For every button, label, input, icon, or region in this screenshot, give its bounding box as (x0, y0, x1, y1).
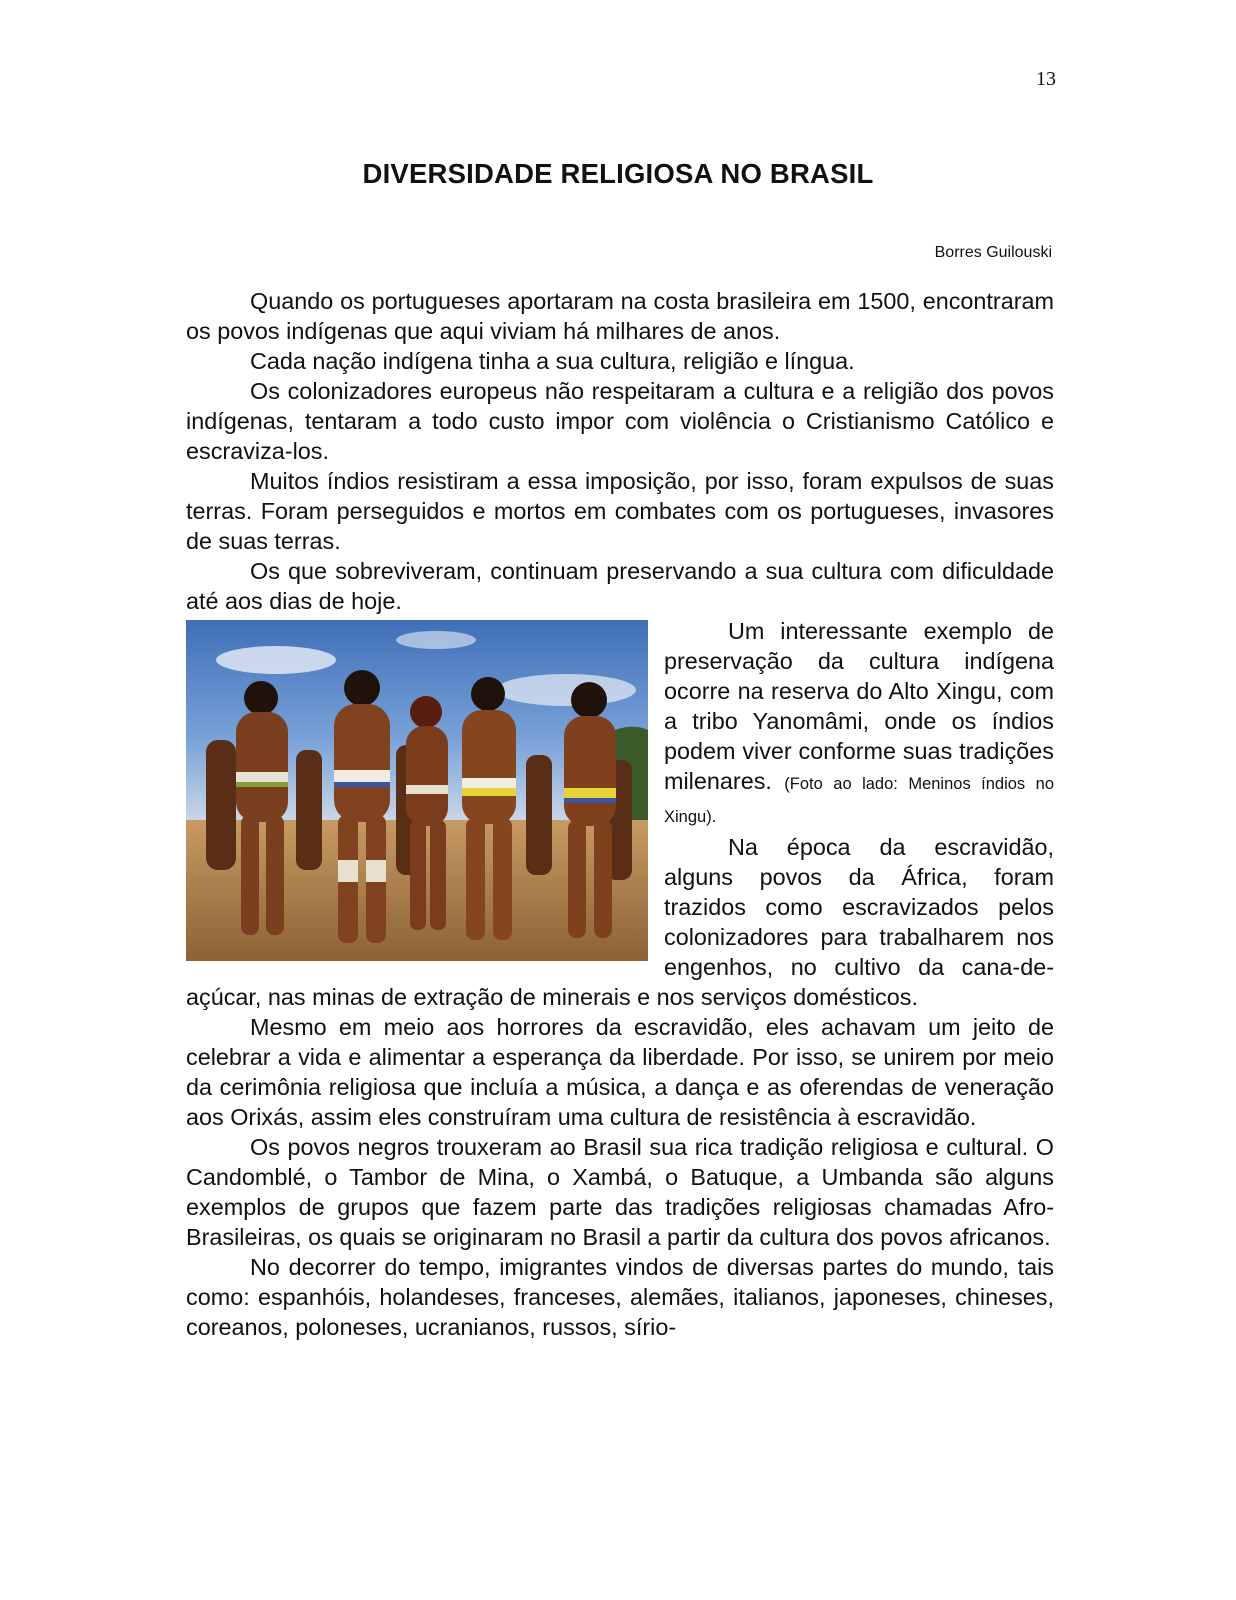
paragraph: Os povos negros trouxeram ao Brasil sua rica tradição religiosa e cultural. O Candomblé, o Tambor de Mina, o Xambá, o Batuque, a Umbanda são alguns exemplos de grupos que fazem parte das tradições religiosas chamadas Afro-Brasileiras, os quais se originaram no Brasil a partir da cultura dos povos africanos. (186, 1134, 1054, 1250)
xingu-boys-photo (186, 620, 648, 961)
paragraph: Muitos índios resistiram a essa imposição, por isso, foram expulsos de suas terras. Foram perseguidos e mortos em combates com os portugueses, invasores de suas terras. (186, 468, 1054, 554)
cloud (496, 674, 636, 706)
page-number: 13 (1036, 68, 1056, 90)
paragraph: Mesmo em meio aos horrores da escravidão, eles achavam um jeito de celebrar a vida e alimentar a esperança da liberdade. Por isso, se unirem por meio da cerimônia religiosa que incluía a música, a dança e as oferendas de veneração aos Orixás, assim eles construíram uma cultura de resistência à escravidão. (186, 1014, 1054, 1130)
paragraph: Na época da escravidão, alguns povos da África, foram trazidos como escravizados pelos colonizadores para trabalharem nos engenhos, no cultivo da cana-de-açúcar, nas minas de extração de minerais e nos serviços domésticos. (186, 834, 1054, 1010)
page-title: DIVERSIDADE RELIGIOSA NO BRASIL (362, 158, 874, 189)
paragraph: Os colonizadores europeus não respeitaram a cultura e a religião dos povos indígenas, tentaram a todo custo impor com violência o Cristianismo Católico e escraviza-los. (186, 378, 1054, 464)
paragraph: Cada nação indígena tinha a sua cultura, religião e língua. (250, 348, 855, 374)
author-name: Borres Guilouski (934, 244, 1052, 261)
paragraph: No decorrer do tempo, imigrantes vindos de diversas partes do mundo, tais como: espanhóis, holandeses, franceses, alemães, italianos, japoneses, chineses, coreanos, poloneses, ucranianos, russos, sírio- (186, 1254, 1054, 1340)
photo-caption: (Foto ao lado: Meninos índios no Xingu). (664, 775, 1054, 826)
paragraph: Os que sobreviveram, continuam preservando a sua cultura com dificuldade até aos dias de hoje. (186, 558, 1054, 614)
paragraph-text: Um interessante exemplo de preservação da cultura indígena ocorre na reserva do Alto Xingu, com a tribo Yanomâmi, onde os índios podem viver conforme suas tradições milenares. (664, 618, 1054, 794)
cloud (216, 646, 336, 674)
article-body (186, 286, 1054, 1342)
paragraph: Quando os portugueses aportaram na costa brasileira em 1500, encontraram os povos indígenas que aqui viviam há milhares de anos. (186, 288, 1054, 344)
cloud (396, 631, 476, 649)
